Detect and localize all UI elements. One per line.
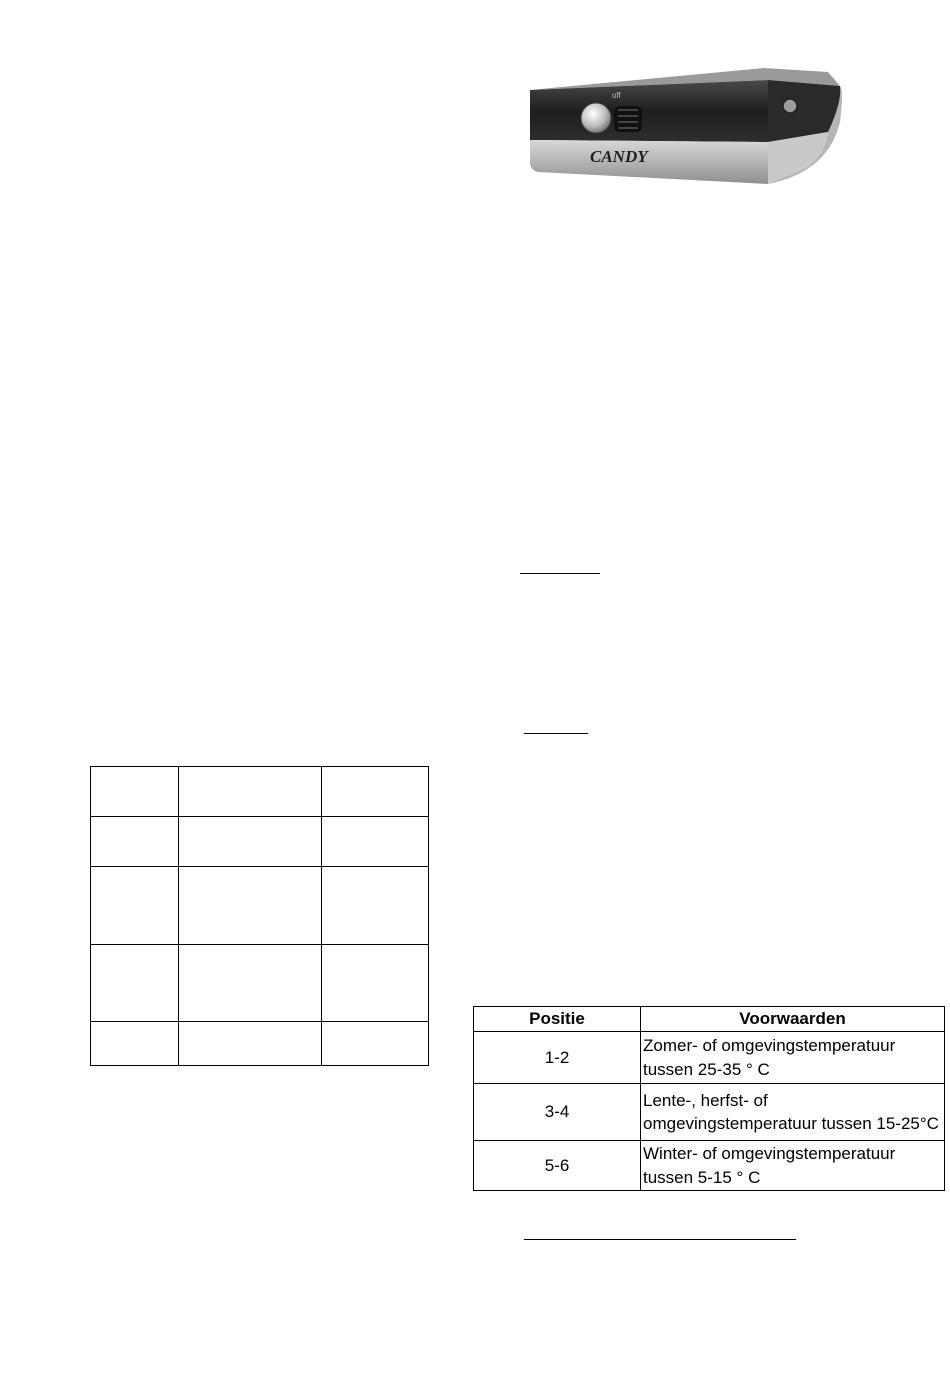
thermostat-conditions-table xyxy=(473,1006,945,1191)
table-row xyxy=(91,767,429,817)
knob-icon xyxy=(581,103,611,133)
condition-cell: Lente-, herfst- of omgevingstemperatuur tussen 15-25°C xyxy=(641,1084,945,1141)
heading-underline-3 xyxy=(524,1239,796,1240)
table-row xyxy=(91,945,429,1022)
table-row xyxy=(91,1022,429,1066)
heading-underline-1 xyxy=(520,573,600,574)
heading-underline-2 xyxy=(524,733,588,734)
table-row xyxy=(474,1141,945,1191)
condition-cell: Winter- of omgevingstemperatuur tussen 5-15 ° C xyxy=(641,1141,945,1191)
knob-off-label: off xyxy=(612,91,621,100)
condition-cell: Zomer- of omgevingstemperatuur tussen 25-35 ° C xyxy=(641,1032,945,1084)
position-cell: 5-6 xyxy=(474,1141,641,1191)
table-row xyxy=(474,1032,945,1084)
table-row xyxy=(474,1084,945,1141)
candy-logo: CANDY xyxy=(590,147,648,166)
table-row xyxy=(91,867,429,945)
position-cell: 1-2 xyxy=(474,1032,641,1084)
table-header-row xyxy=(474,1007,945,1032)
table-row xyxy=(91,817,429,867)
empty-table xyxy=(90,766,429,1066)
header-position: Positie xyxy=(474,1007,641,1032)
thermostat-panel-image xyxy=(528,62,844,186)
header-conditions: Voorwaarden xyxy=(641,1007,945,1032)
position-cell: 3-4 xyxy=(474,1084,641,1141)
